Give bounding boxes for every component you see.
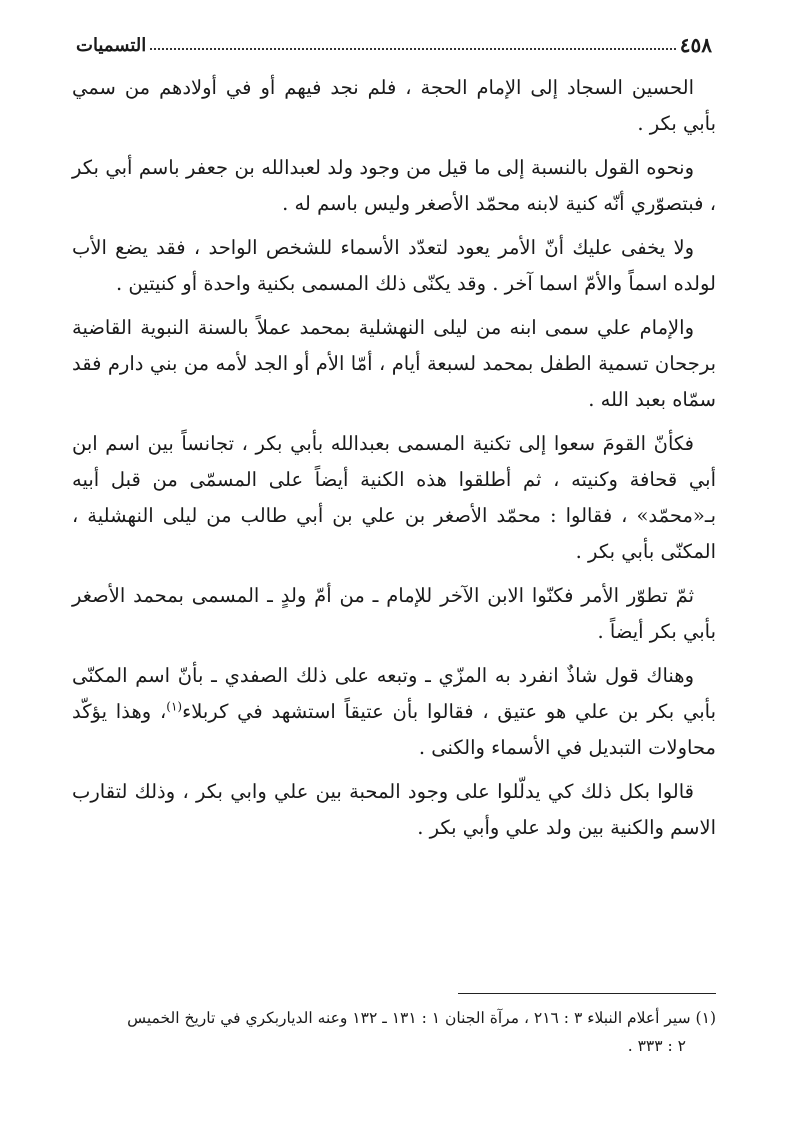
footnote-marker: (١) xyxy=(695,1009,716,1027)
footnote-reference[interactable]: (١) xyxy=(166,699,183,714)
header-dot-leader xyxy=(150,48,676,50)
paragraph-7-text: وهناك قول شاذٌ انفرد به المزّي ـ وتبعه على ذلك الصفدي ـ بأنّ اسم المكنّى بأبي بكر بن علي هو عتيق ، فقالوا بأن عتيقاً استشهد في كربلاء xyxy=(72,664,716,723)
paragraph-2: ونحوه القول بالنسبة إلى ما قيل من وجود ولد لعبدالله بن جعفر باسم أبي بكر ، فبتصوّري أنّه كنية لابنه محمّد الأصغر وليس باسم له . xyxy=(72,156,716,215)
paragraph-8: قالوا بكل ذلك كي يدلّلوا على وجود المحبة بين علي وابي بكر ، وذلك لتقارب الاسم والكنية بين ولد علي وأبي بكر . xyxy=(72,780,716,839)
chapter-title: التسميات xyxy=(76,34,147,56)
paragraph-1: الحسين السجاد إلى الإمام الحجة ، فلم نجد فيهم أو في أولادهم من سمي بأبي بكر . xyxy=(72,76,716,135)
paragraph-6: ثمّ تطوّر الأمر فكنّوا الابن الآخر للإمام ـ من أمّ ولدٍ ـ المسمى بمحمد الأصغر بأبي بكر أيضاً . xyxy=(72,584,716,643)
paragraph-4: والإمام علي سمى ابنه من ليلى النهشلية بمحمد عملاً بالسنة النبوية القاضية برجحان تسمية الطفل بمحمد لسبعة أيام ، أمّا الأم أو الجد لأمه من بني دارم فقد سمّاه بعبد الله . xyxy=(72,316,716,411)
page-number: ٤٥٨ xyxy=(679,33,712,57)
footnote-line xyxy=(72,1004,716,1032)
running-header xyxy=(76,30,712,60)
main-text xyxy=(72,70,716,854)
paragraph-7-tail: ، وهذا يؤكّد محاولات التبديل في الأسماء والكنى . xyxy=(72,700,716,759)
paragraph-5: فكأنّ القومَ سعوا إلى تكنية المسمى بعبدالله بأبي بكر ، تجانساً بين اسم ابن أبي قحافة وكنيته ، ثم أطلقوا هذه الكنية أيضاً على المسمّى من قبل أبيه بـ«محمّد» ، فقالوا : محمّد الأصغر بن علي بن أبي طالب من ليلى النهشلية ، المكنّى بأبي بكر . xyxy=(72,432,716,563)
footnote xyxy=(72,1004,716,1060)
footnote-continuation: ٢ : ٣٣٣ . xyxy=(627,1037,686,1055)
paragraph-3: ولا يخفى عليك أنّ الأمر يعود لتعدّد الأسماء للشخص الواحد ، فقد يضع الأب لولده اسماً والأمّ اسما آخر . وقد يكنّى ذلك المسمى بكنية واحدة أو كنيتين . xyxy=(72,236,716,295)
footnote-separator xyxy=(458,993,716,994)
paragraph-7 xyxy=(72,658,716,766)
footnote-text: سير أعلام النبلاء ٣ : ٢١٦ ، مرآة الجنان ١ : ١٣١ ـ ١٣٢ وعنه الدياربكري في تاريخ الخميس xyxy=(127,1009,691,1027)
